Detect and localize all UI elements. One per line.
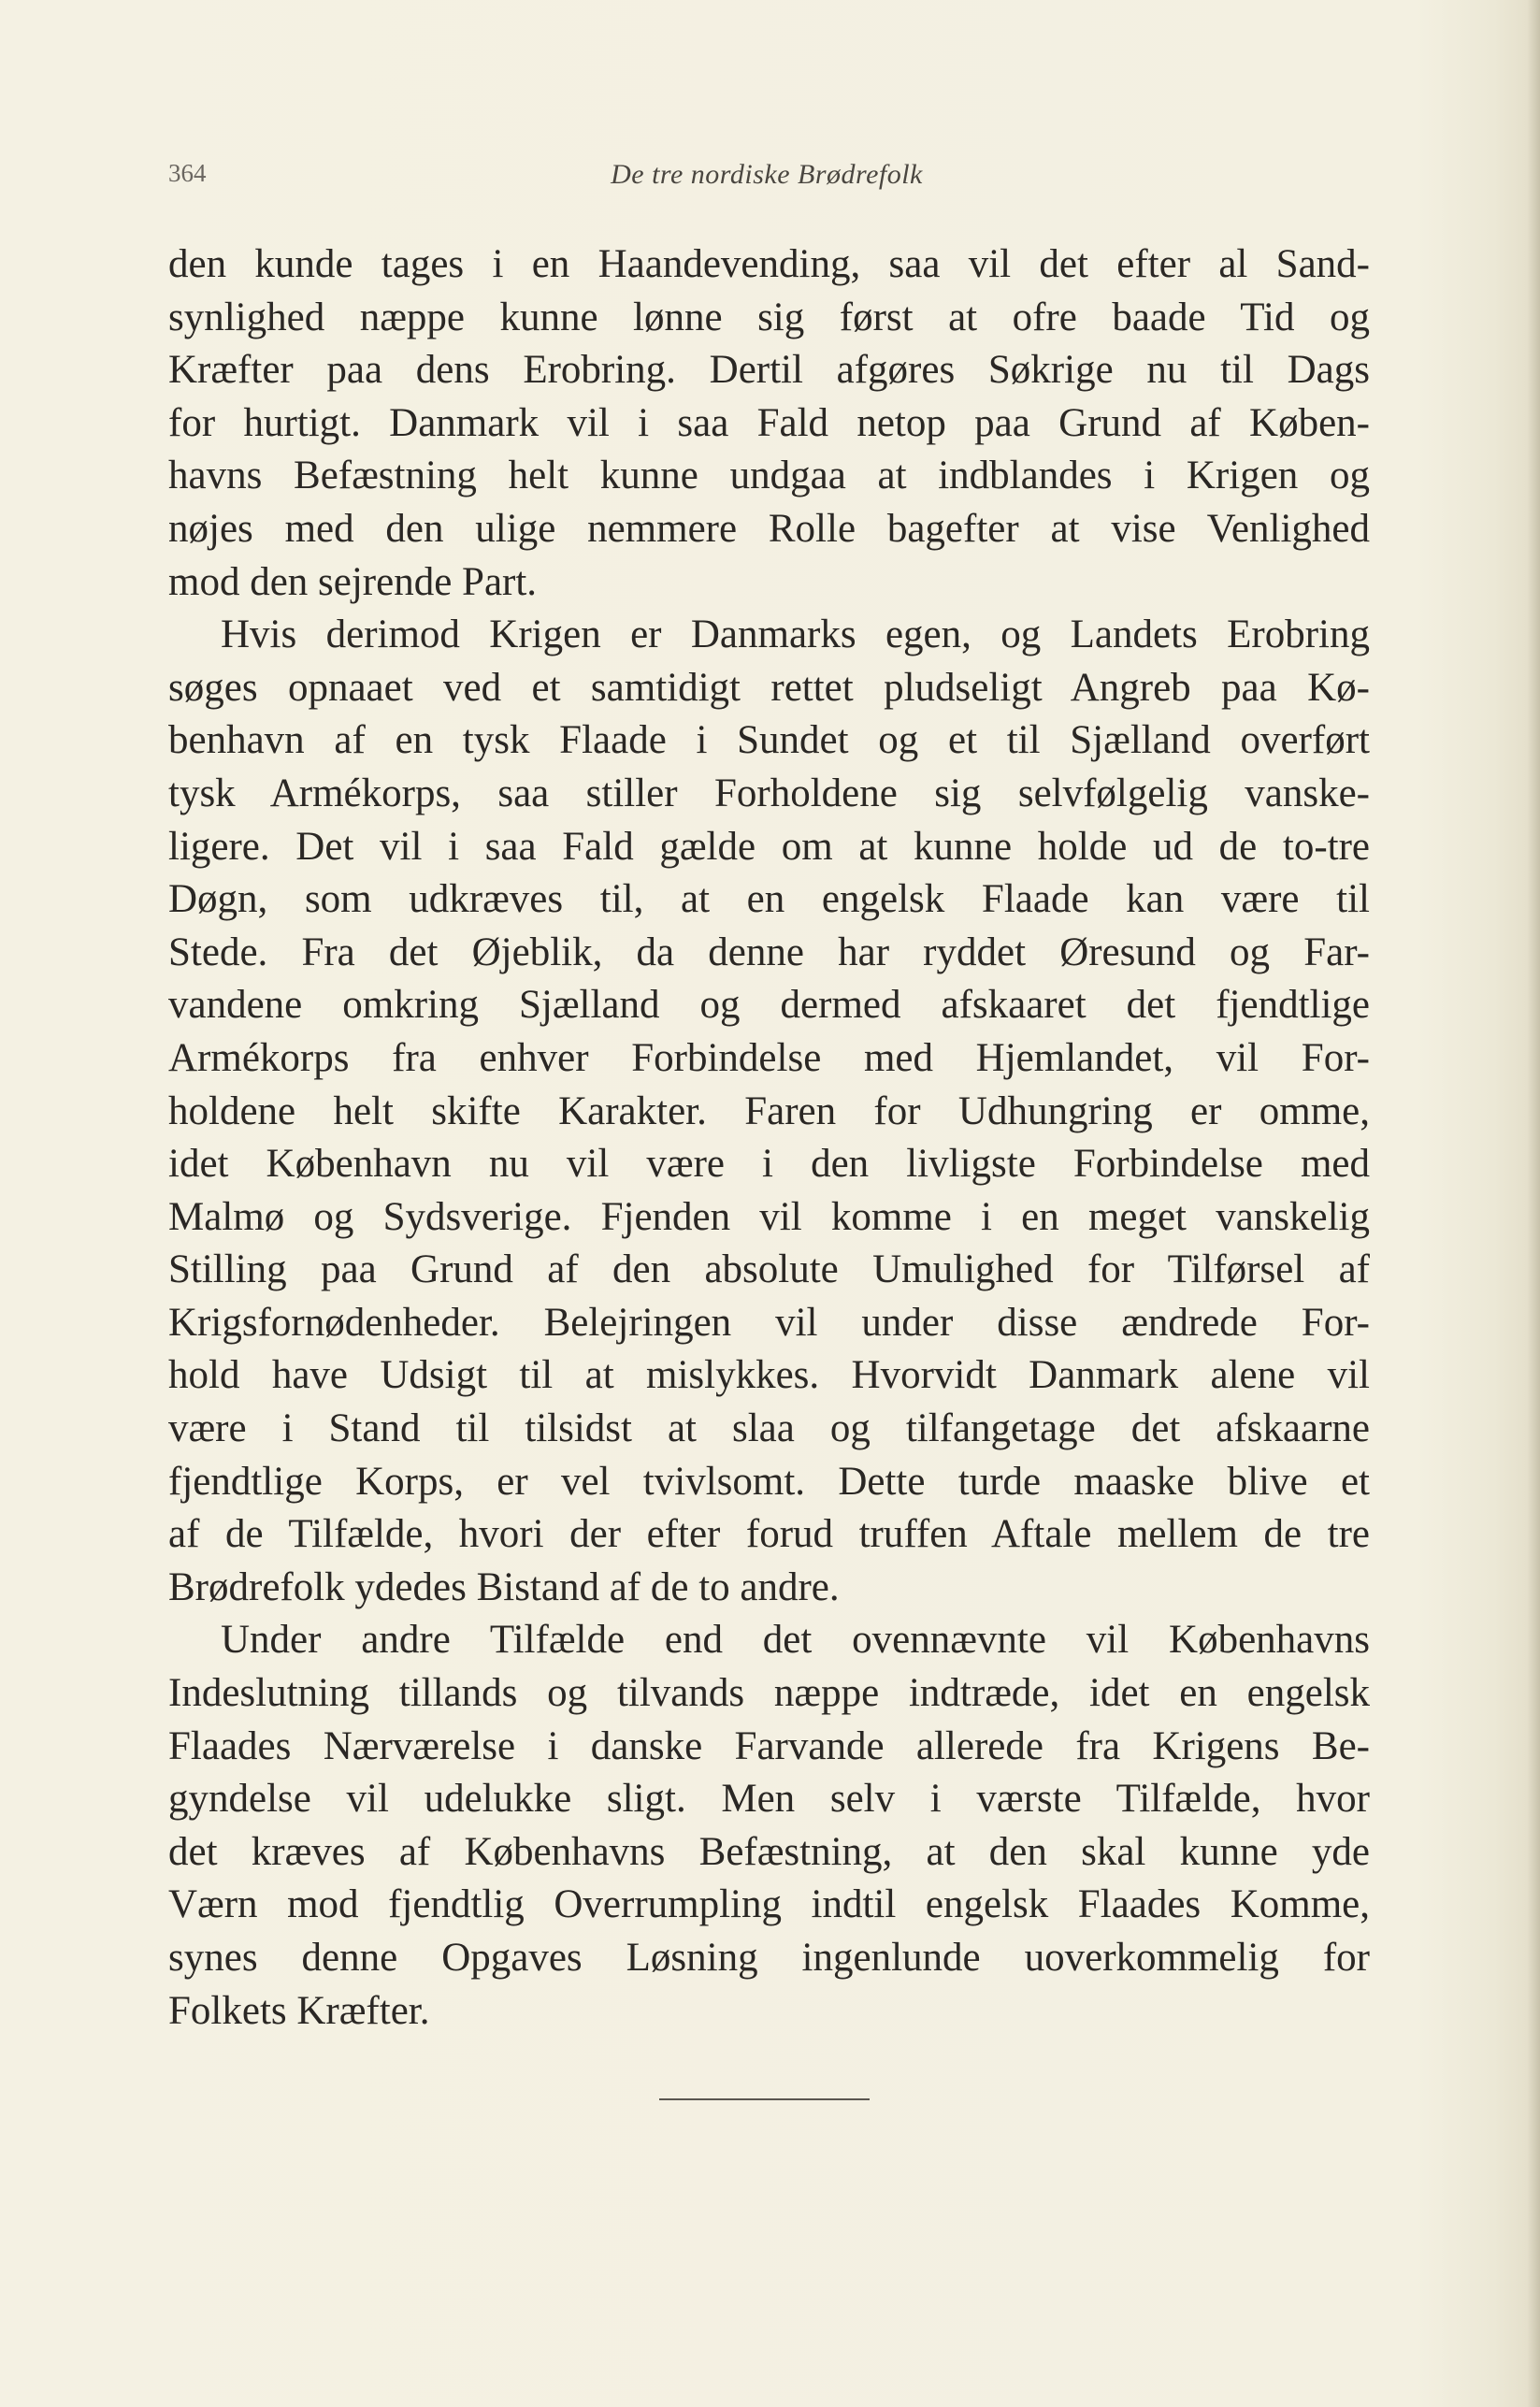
text-line: søges opnaaet ved et samtidigt rettet pludseligt Angreb paa Kø- xyxy=(168,665,1370,710)
text-line: Stede. Fra det Øjeblik, da denne har ryddet Øresund og Far- xyxy=(168,930,1370,974)
text-line: hold have Udsigt til at mislykkes. Hvorvidt Danmark alene vil xyxy=(168,1353,1370,1398)
section-divider xyxy=(659,2098,870,2100)
text-line: Malmø og Sydsverige. Fjenden vil komme i en meget vanskelig xyxy=(168,1194,1370,1239)
text-line: benhavn af en tysk Flaade i Sundet og et til Sjælland overført xyxy=(168,718,1370,763)
text-line: vandene omkring Sjælland og dermed afskaaret det fjendtlige xyxy=(168,983,1370,1028)
text-line: være i Stand til tilsidst at slaa og tilfangetage det afskaarne xyxy=(168,1406,1370,1451)
text-line: Flaades Nærværelse i danske Farvande allerede fra Krigens Be- xyxy=(168,1723,1370,1768)
text-line: ligere. Det vil i saa Fald gælde om at kunne holde ud de to-tre xyxy=(168,824,1370,869)
text-line: den kunde tages i en Haandevending, saa vil det efter al Sand- xyxy=(168,242,1370,286)
text-line: holdene helt skifte Karakter. Faren for Udhungring er omme, xyxy=(168,1088,1370,1133)
page-edge-shadow xyxy=(1527,0,1540,2407)
text-line: Hvis derimod Krigen er Danmarks egen, og Landets Erobring xyxy=(221,613,1370,657)
text-line: for hurtigt. Danmark vil i saa Fald netop paa Grund af Køben- xyxy=(168,400,1370,445)
text-line: gyndelse vil udelukke sligt. Men selv i værste Tilfælde, hvor xyxy=(168,1777,1370,1822)
text-line: det kræves af Københavns Befæstning, at den skal kunne yde xyxy=(168,1829,1370,1874)
text-line: Folkets Kræfter. xyxy=(168,1988,430,2033)
text-line: Under andre Tilfælde end det ovennævnte vil Københavns xyxy=(221,1618,1370,1663)
page-number: 364 xyxy=(168,159,207,187)
text-line: af de Tilfælde, hvori der efter forud truffen Aftale mellem de tre xyxy=(168,1512,1370,1557)
text-line: Kræfter paa dens Erobring. Dertil afgøres Søkrige nu til Dags xyxy=(168,348,1370,393)
text-line: Døgn, som udkræves til, at en engelsk Flaade kan være til xyxy=(168,877,1370,922)
text-line: Værn mod fjendtlig Overrumpling indtil engelsk Flaades Komme, xyxy=(168,1882,1370,1927)
text-line: fjendtlige Korps, er vel tvivlsomt. Dette turde maaske blive et xyxy=(168,1459,1370,1504)
text-line: havns Befæstning helt kunne undgaa at indblandes i Krigen og xyxy=(168,454,1370,498)
text-line: idet København nu vil være i den livligste Forbindelse med xyxy=(168,1142,1370,1187)
text-line: nøjes med den ulige nemmere Rolle bagefter at vise Venlighed xyxy=(168,506,1370,551)
text-line: synlighed næppe kunne lønne sig først at ofre baade Tid og xyxy=(168,295,1370,339)
text-line: Armékorps fra enhver Forbindelse med Hjemlandet, vil For- xyxy=(168,1035,1370,1080)
page-header xyxy=(168,159,1374,200)
text-line: Indeslutning tillands og tilvands næppe indtræde, idet en engelsk xyxy=(168,1671,1370,1716)
body-text xyxy=(168,238,1370,2038)
text-line: synes denne Opgaves Løsning ingenlunde uoverkommelig for xyxy=(168,1936,1370,1980)
text-line: Krigsfornødenheder. Belejringen vil under disse ændrede For- xyxy=(168,1300,1370,1345)
text-line: Brødrefolk ydedes Bistand af de to andre. xyxy=(168,1564,840,1609)
text-line: tysk Armékorps, saa stiller Forholdene sig selvfølgelig vanske- xyxy=(168,771,1370,815)
running-title: De tre nordiske Brødrefolk xyxy=(611,159,923,190)
text-line: Stilling paa Grund af den absolute Umulighed for Tilførsel af xyxy=(168,1247,1370,1292)
text-line: mod den sejrende Part. xyxy=(168,559,538,604)
